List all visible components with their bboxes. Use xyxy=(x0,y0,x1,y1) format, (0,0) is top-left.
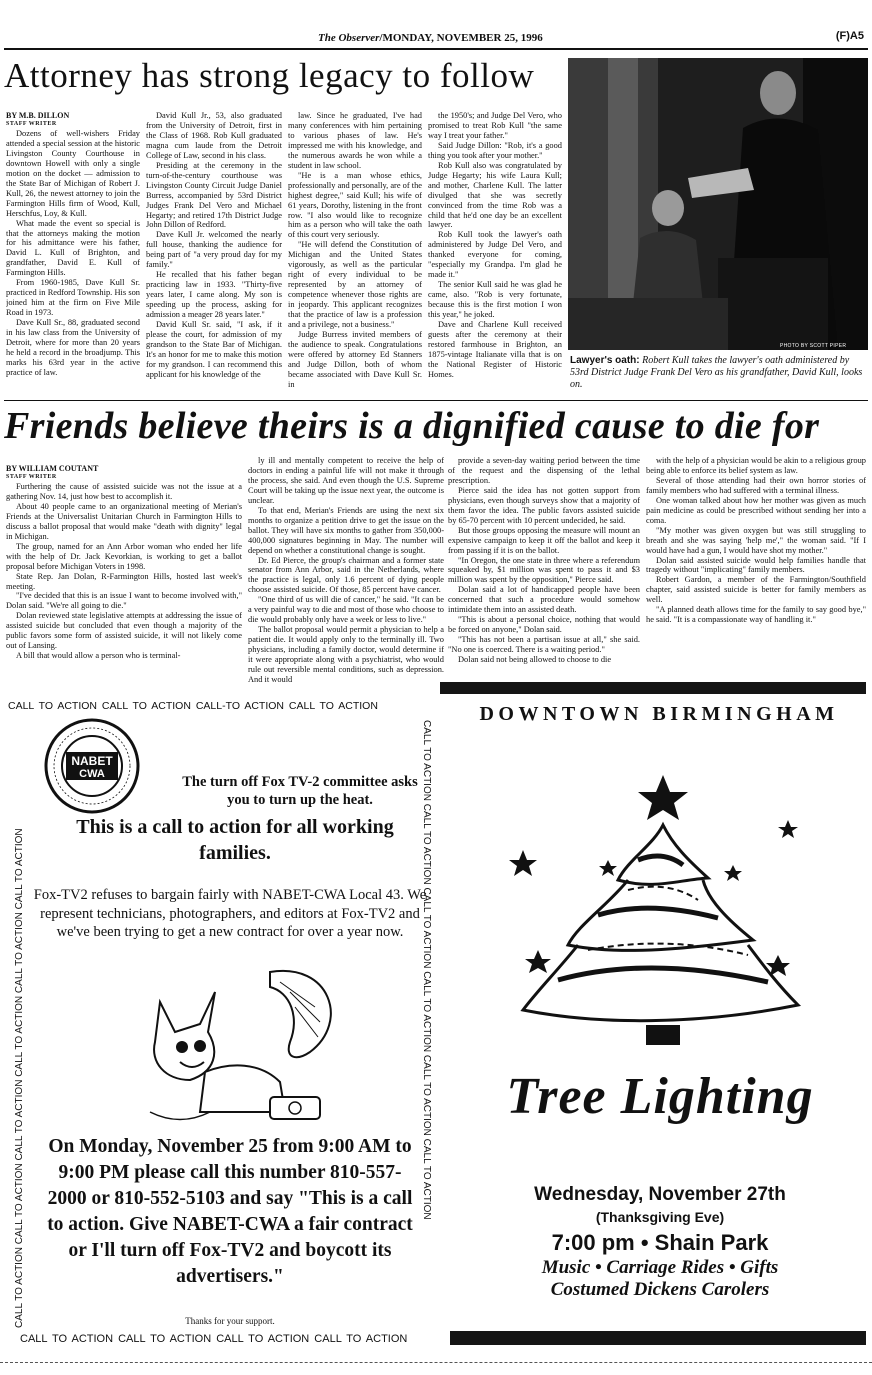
paragraph: "This is about a personal choice, nothing that would be forced on anyone," Dolan said. xyxy=(448,615,640,635)
paragraph: "He is a man whose ethics, professionally and personally, are of the highest degree," said Kull; his wife of 61 years, Dorothy, listening in the front row. "I also would like to recognize him as a person who will take the oath of this court very seriously. xyxy=(288,170,422,240)
christmas-tree-art xyxy=(478,740,838,1070)
event-date: Wednesday, November 27th xyxy=(534,1184,786,1205)
paragraph: Said Judge Dillon: "Rob, it's a good thing you took after your mother." xyxy=(428,140,562,160)
paper-name: The Observer xyxy=(318,32,380,44)
tree-lighting-title: Tree Lighting xyxy=(506,1068,814,1125)
paragraph: Dolan said assisted suicide would help families handle that tragedy without "implicating" family members. xyxy=(646,555,866,575)
paragraph: Pierce said the idea has not gotten support from physicians, even though surveys show that a majority of them favor the idea. The public favors assisted suicide by 65-70 percent with 10 percent undecided, he said. xyxy=(448,485,640,525)
story2-headline: Friends believe theirs is a dignified cause to die for xyxy=(4,405,820,447)
story2-col1-text xyxy=(6,482,242,700)
paragraph: A bill that would allow a person who is terminal- xyxy=(16,651,181,661)
section-rule xyxy=(4,400,868,401)
ad-body: Fox-TV2 refuses to bargain fairly with NABET-CWA Local 43. We represent technicians, photographers, and editors at Fox-TV2 and we've been trying to get a new contract for over a year now. xyxy=(33,887,427,940)
byline-name: BY WILLIAM COUTANT xyxy=(6,464,99,473)
story1-col1-text xyxy=(6,129,140,409)
issue-date: /MONDAY, NOVEMBER 25, 1996 xyxy=(379,32,543,44)
paragraph: About 40 people came to an organizational meeting of Merian's Friends at the Universalist Unitarian Church in Farmington Hills to discuss a ballot proposal that would make "death with dignity" legal in Michigan. xyxy=(6,501,242,541)
paragraph: State Rep. Jan Dolan, R-Farmington Hills, hosted last week's meeting. xyxy=(6,571,242,591)
birmingham-header: DOWNTOWN BIRMINGHAM xyxy=(479,703,839,725)
paragraph: law. Since he graduated, I've had many conferences with him pertaining to various phases of law. He's impressed me with his knowledge, and the numerous awards he won while a student in law school. xyxy=(288,111,422,170)
paragraph: Presiding at the ceremony in the turn-of-the-century courthouse was Livingston County Circuit Judge Daniel Burress, accompanied by 53rd District Judges Frank Del Vero and Michael Hegarty; and retired 17th District Judge John Dillon of Redford. xyxy=(146,160,282,230)
byline-title: STAFF WRITER xyxy=(6,474,57,480)
paragraph: David Kull Jr., 53, also graduated from the University of Detroit, first in the Class of 1968. Rob Kull graduated magna cum laude from the Detroit College of Law, second in his class. xyxy=(146,111,282,160)
story1-column-1 xyxy=(6,111,140,409)
page-number: (F)A5 xyxy=(835,30,864,42)
paragraph: Dave Kull Jr. welcomed the nearly full house, thanking the audience for being part of "a very proud day for my family." xyxy=(146,230,282,270)
christmas-tree-icon xyxy=(478,740,838,1070)
story2-column-3 xyxy=(448,456,640,691)
paragraph: ly ill and mentally competent to receive the help of doctors in ending a painful life will not make it through the process, she said. And even though the U.S. Supreme Court will be taking up the issue next year, the outcome is unclear. xyxy=(248,456,444,505)
paragraph: The senior Kull said he was glad he came, also. "Rob is very fortunate, because this is the first motion I won this year," he joked. xyxy=(428,280,562,320)
ad-thanks: Thanks for your support. xyxy=(185,1316,275,1326)
paragraph: with the help of a physician would be akin to a religious group being able to enforce its belief system as law. xyxy=(646,456,866,475)
paragraph: Dozens of well-wishers Friday attended a special session at the historic Livingston County Courthouse in downtown Howell with only a single motion on the docket — admission to the State Bar of Michigan of Robert J. Kull, 26, the newest attorney to join the Farmington Hills firm of Wood, Kull, Herschfus, Loy, & Kull. xyxy=(6,129,140,218)
event-activities xyxy=(470,1257,850,1301)
ad-headline: The turn off Fox TV-2 committee asks you to turn up the heat. xyxy=(182,774,418,808)
story1-column-4 xyxy=(428,111,562,398)
paragraph: "This has not been a partisan issue at all," she said. "No one is coerced. There is a waiting period." xyxy=(448,635,640,655)
nabet-cwa-logo xyxy=(44,718,140,814)
event-eve: (Thanksgiving Eve) xyxy=(595,1209,725,1225)
story2-column-2 xyxy=(248,456,444,691)
cta-border-bottom: CALL TO ACTION CALL TO ACTION CALL TO ACTION CALL TO ACTION xyxy=(20,1333,408,1345)
story1-photo xyxy=(568,58,868,350)
story2-byline xyxy=(6,464,242,482)
svg-text:CWA: CWA xyxy=(79,768,105,780)
paragraph: provide a seven-day waiting period between the time of the request and the dispensing of the lethal prescription. xyxy=(448,456,640,485)
courtroom-photo xyxy=(568,58,868,350)
paragraph: But those groups opposing the measure will mount an expensive campaign to keep it off the ballot and keep it from passing if it is on the ballot. xyxy=(448,525,640,555)
story1-column-3 xyxy=(288,111,422,398)
fox-on-phone-icon xyxy=(120,962,360,1130)
masthead xyxy=(318,32,543,44)
cta-border-top: CALL TO ACTION CALL TO ACTION CALL-TO ACTION CALL TO ACTION xyxy=(8,700,378,712)
event-time-place: 7:00 pm • Shain Park xyxy=(551,1230,769,1255)
paragraph: "I've decided that this is an issue I want to become involved with," Dolan said. "We're all going to die." xyxy=(6,591,242,611)
paragraph: Dolan said not being allowed to choose to die xyxy=(458,655,612,665)
page-header xyxy=(0,30,872,46)
paragraph: "He will defend the Constitution of Michigan and the United States vigorously, as well as the particular right of every individual to be represented by an attorney of competence whenever those rights are in jeopardy. This applicant recognizes that the practice of law is a profession and a privilege, not a business." xyxy=(288,240,422,330)
photo-caption xyxy=(570,355,866,391)
ad-footer-bar xyxy=(450,1331,866,1345)
story1-column-2 xyxy=(146,111,282,398)
paragraph: Rob Kull took the lawyer's oath administered by Judge Del Vero, and thanked everyone for coming, "especially my Grandpa. I'm glad he made it." xyxy=(428,230,562,280)
paragraph: The ballot proposal would permit a physician to help a patient die. It would apply only to the terminally ill. Two physicians, including a family doctor, would determine if it were appropriate along with a psychiatrist, who would rule out reversible mental conditions, such as depression. And it would xyxy=(248,625,444,684)
paragraph: Dave Kull Sr., 88, graduated second in his law class from the University of Detroit, where for more than 20 years he held a record in the broadjump. This marks his 63rd year in the active practice of law. xyxy=(6,318,140,377)
paragraph: Several of those attending had their own horror stories of family members who had suffered with a terminal illness. xyxy=(646,475,866,495)
paragraph: The group, named for an Ann Arbor woman who ended her life with the help of Dr. Jack Kevorkian, is working to get a ballot proposal before Michigan Voters in 1998. xyxy=(6,541,242,571)
paragraph: "My mother was given oxygen but was still struggling to breath and she was saying 'help me'," the woman said. "If I would have had a gun, I would have shot my mother." xyxy=(646,525,866,555)
paragraph: Dolan reviewed state legislative attempts at addressing the issue of assisted suicide but concluded that even though a majority of the public favors some form of assisted suicide, it will not likely come out of Lansing. xyxy=(6,611,242,651)
photo-credit: PHOTO BY SCOTT PIPER xyxy=(780,343,847,349)
page-bottom-rule xyxy=(0,1362,872,1363)
cta-border-right: CALL TO ACTION CALL TO ACTION CALL TO ACTION CALL TO ACTION CALL TO ACTION CALL TO ACTION xyxy=(421,720,432,1220)
paragraph: To that end, Merian's Friends are using the next six months to organize a petition drive to get the issue on the ballot. They will have six months to gather from 350,000-400,000 signatures beginning in May. The number will depend on whether a constitutional change is sought. xyxy=(248,505,444,555)
union-seal-icon xyxy=(44,718,140,814)
story1-byline xyxy=(6,111,140,129)
paragraph: Robert Gardon, a member of the Farmington/Southfield chapter, said assisted suicide is better for family members as well. xyxy=(646,575,866,605)
fox-illustration xyxy=(120,962,360,1130)
caption-text: Robert Kull takes the lawyer's oath administered by 53rd District Judge Frank Del Vero as his grandfather, David Kull, looks on. xyxy=(570,355,863,390)
event-activities-line2: Costumed Dickens Carolers xyxy=(550,1279,770,1300)
story2-column-1 xyxy=(6,464,242,700)
paragraph: David Kull Sr. said, "I ask, if it please the court, for admission of my grandson to the State Bar of Michigan. It's an honor for me to make this motion for my grandson. I can recommend this applicant for his knowledge of the xyxy=(146,320,282,379)
paragraph: Furthering the cause of assisted suicide was not the issue at a gathering Nov. 14, just how best to accomplish it. xyxy=(6,482,242,501)
paragraph: Dolan said a lot of handicapped people have been concerned that such a procedure would somehow intimidate them into an assisted death. xyxy=(448,585,640,615)
ad-action-text: On Monday, November 25 from 9:00 AM to 9:00 PM please call this number 810-557-2000 or 810-552-5103 and say "This is a call to action. Give NABET-CWA a fair contract or I'll turn off Fox-TV2 and boycott its advertisers." xyxy=(47,1136,413,1287)
ad-call-to-action: This is a call to action for all working families. xyxy=(76,816,394,864)
paragraph: "In Oregon, the one state in three where a referendum squeaked by, $1 million was spent to pass it and $3 million was spent by the opposition," Pierce said. xyxy=(448,555,640,585)
event-activities-line1: Music • Carriage Rides • Gifts xyxy=(541,1257,779,1278)
story2-column-4 xyxy=(646,456,866,678)
cta-border-left: CALL TO ACTION CALL TO ACTION CALL TO ACTION CALL TO ACTION CALL TO ACTION CALL TO ACTION xyxy=(14,828,25,1328)
header-rule xyxy=(4,48,868,50)
paragraph: One woman talked about how her mother was given as much pain medicine as could be prescribed without sending her into a coma. xyxy=(646,495,866,525)
byline-title: STAFF WRITER xyxy=(6,121,57,127)
paragraph: What made the event so special is that the attorneys making the motion for his admittance were his father, David L. Kull of Brighton, and grandfather, David E. Kull of Farmington Hills. xyxy=(6,218,140,278)
svg-text:NABET: NABET xyxy=(71,754,113,768)
paragraph: "A planned death allows time for the family to say good bye," he said. "It is a compassionate way of handling it." xyxy=(646,605,866,625)
paragraph: Judge Burress invited members of the audience to speak. Congratulations were offered by attorney Ed Stanners and Judge Dillon, both of whom became associated with Dave Kull Sr. in xyxy=(288,329,422,389)
paragraph: From 1960-1985, Dave Kull Sr. practiced in Redford Township. His son joined him at the firm on Five Mile Road in 1973. xyxy=(6,278,140,318)
story1-headline: Attorney has strong legacy to follow xyxy=(4,56,535,95)
paragraph: "One third of us will die of cancer," he said. "It can be a very painful way to die and most of those who choose to die would probably only have a week or less to live." xyxy=(248,595,444,625)
paragraph: the 1950's; and Judge Del Vero, who promised to treat Rob Kull "the same way I treat your father." xyxy=(428,111,562,140)
paragraph: Dr. Ed Pierce, the group's chairman and a former state senator from Ann Arbor, said in the Netherlands, where the practice is legal, only 1.6 percent of dying people choose assisted suicide. Of those, 85 percent have cancer. xyxy=(248,555,444,595)
paragraph: He recalled that his father began practicing law in 1933. "Thirty-five years later, I came along. My son is speeding up the process, asking for admission a meager 28 years later." xyxy=(146,270,282,320)
story2-end-bar xyxy=(440,682,866,694)
caption-lead: Lawyer's oath: xyxy=(570,355,640,366)
byline-name: BY M.B. DILLON xyxy=(6,111,70,120)
paragraph: Dave and Charlene Kull received guests after the ceremony at their restored farmhouse in Brighton, an 1875-vintage Italianate villa that is on the National Register of Historic Homes. xyxy=(428,320,562,379)
paragraph: Rob Kull also was congratulated by Judge Hegarty; his wife Laura Kull; and mother, Charlene Kull. The latter divulged that she was secretly convinced from the time Rob was a child that he'd one day be an excellent lawyer. xyxy=(428,160,562,230)
